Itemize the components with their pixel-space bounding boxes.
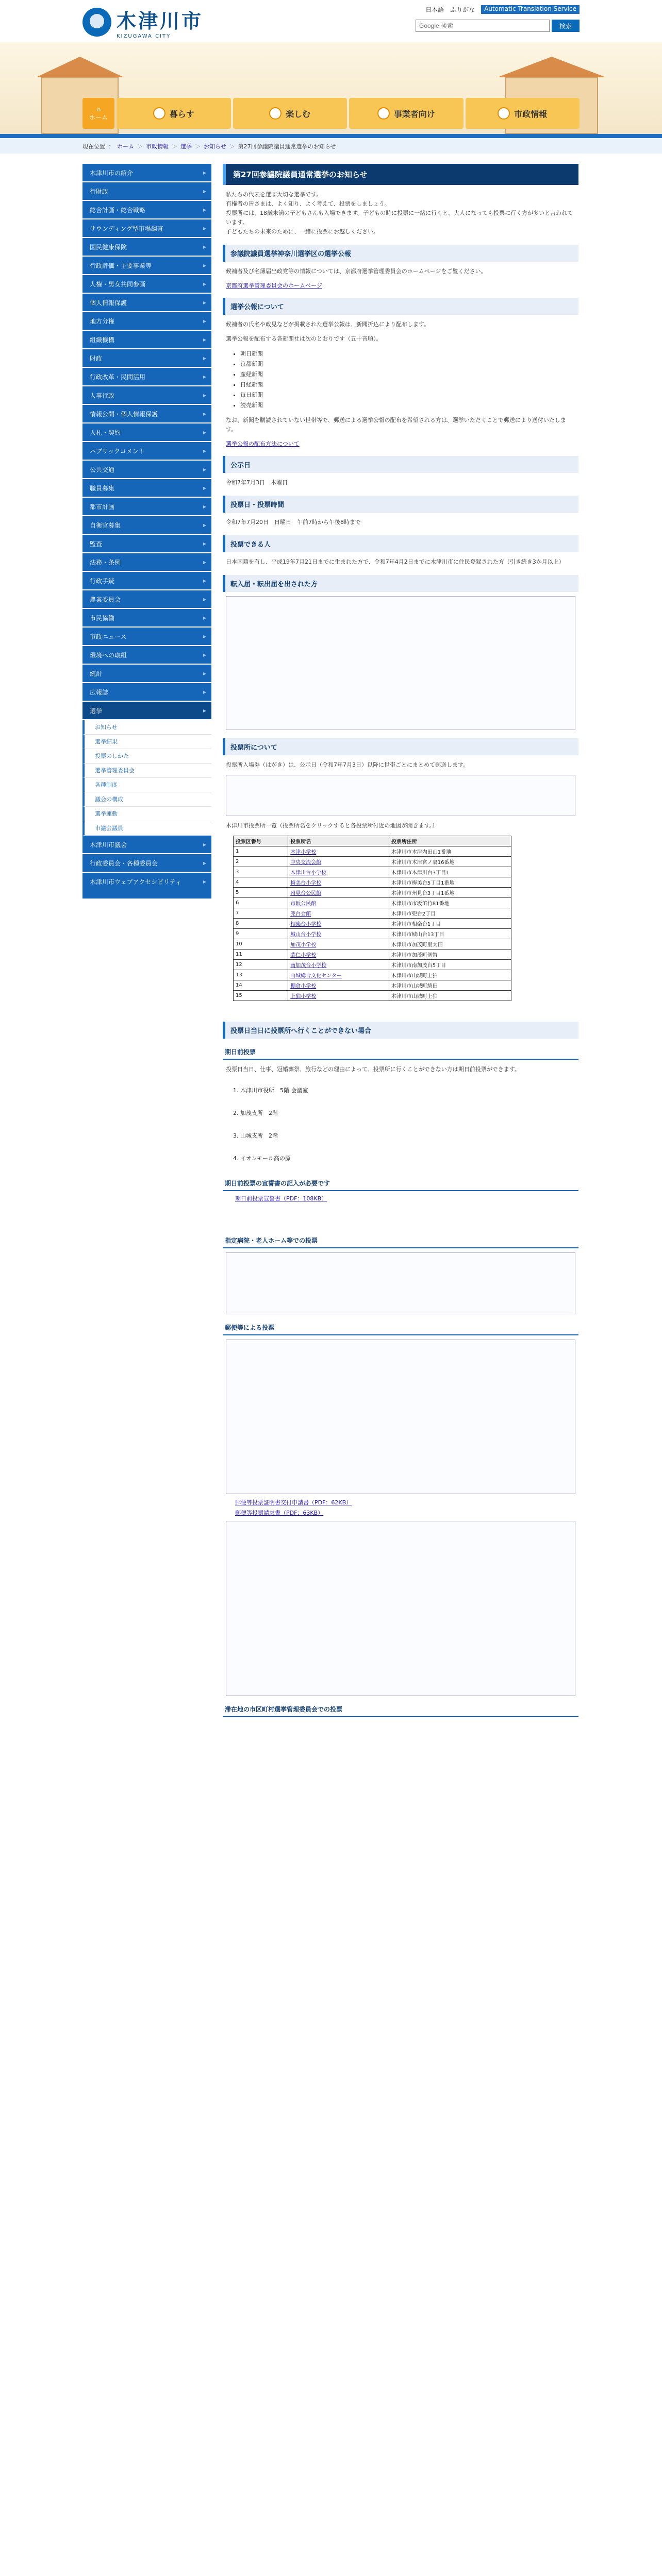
subsection-heading: 滞在地の市区町村選挙管理委員会での投票 <box>223 1702 578 1717</box>
sidebar-item[interactable]: 広報誌 ▶ <box>82 683 211 702</box>
page-title: 第27回参議院議員通常選挙のお知らせ <box>223 164 578 185</box>
gnav-tab-label: 暮らす <box>169 109 194 119</box>
sidebar-item[interactable]: 行政改革・民間活用 ▶ <box>82 368 211 386</box>
sidebar-item[interactable]: 行財政 ▶ <box>82 182 211 201</box>
table-cell: 8 <box>234 919 288 929</box>
table-row <box>234 898 511 908</box>
koji-date: 令和7年7月3日 木曜日 <box>226 479 288 486</box>
polling-place-link[interactable]: 南加茂台小学校 <box>288 960 389 970</box>
sidebar-subitem[interactable]: 投票のしかた <box>82 749 211 764</box>
sidebar-item[interactable]: 人事行政 ▶ <box>82 386 211 405</box>
polling-place-link[interactable]: 山城総合文化センター <box>288 970 389 980</box>
polling-place-link[interactable]: 兜台会館 <box>288 908 389 919</box>
site-header <box>0 0 662 134</box>
table-cell: 木津川市山城町上狛 <box>389 970 511 980</box>
gnav-tab-label: 楽しむ <box>286 109 311 119</box>
global-nav <box>82 98 580 129</box>
sidebar-item[interactable]: 木津川市議会 ▶ <box>82 836 211 854</box>
table-cell: 14 <box>234 980 288 991</box>
sidebar-item[interactable]: 都市計画 ▶ <box>82 498 211 516</box>
sidebar-item[interactable]: 行政委員会・各種委員会 ▶ <box>82 854 211 873</box>
table-caption: 木津川市投票所一覧（投票所名をクリックすると各投票所付近の地図が開きます。） <box>226 822 438 829</box>
sidebar-item[interactable]: 木津川市の紹介 ▶ <box>82 164 211 182</box>
utility-links <box>425 5 580 14</box>
sidebar-item[interactable]: 財政 ▶ <box>82 349 211 368</box>
intro-line: 有権者の皆さまは、よく知り、よく考えて、投票をしましょう。 <box>226 200 390 207</box>
search-button[interactable]: 検索 <box>552 20 580 32</box>
polling-place-link[interactable]: 加茂小学校 <box>288 939 389 950</box>
table-row <box>234 991 511 1001</box>
sidebar-subitem[interactable]: 選挙管理委員会 <box>82 764 211 778</box>
sidebar <box>82 164 211 1720</box>
subsection-heading: 郵便等による投票 <box>223 1320 578 1335</box>
polling-place-link[interactable]: 上狛小学校 <box>288 991 389 1001</box>
breadcrumb-current: 第27回参議院議員通常選挙のお知らせ <box>238 143 336 150</box>
table-row <box>234 846 511 857</box>
intro-text <box>226 190 575 236</box>
intro-line: 投票所には、18歳未満の子どもさんも入場できます。子どもの時に投票に一緒に行くと、大人になっても投票に行く方が多いと言われています。 <box>226 210 573 226</box>
sidebar-item[interactable]: 環境への取組 ▶ <box>82 646 211 665</box>
early-vote-places <box>233 1079 568 1170</box>
breadcrumb-cityinfo[interactable]: 市政情報 <box>146 143 169 150</box>
polling-place-link[interactable]: 恭仁小学校 <box>288 950 389 960</box>
section-text: なお、新聞を購読されていない世帯等で、郵送による選挙公報の配布を希望される方は、選挙いただくことで郵送により送付いたします。 <box>226 417 566 433</box>
table-row <box>234 939 511 950</box>
sidebar-item[interactable]: 入札・契約 ▶ <box>82 423 211 442</box>
intro-line: 子どもたちの未来のために、一緒に投票にお越しください。 <box>226 228 379 235</box>
table-cell: 木津川市山城町上狛 <box>389 991 511 1001</box>
sidebar-item[interactable]: 個人情報保護 ▶ <box>82 294 211 312</box>
polling-place-link[interactable]: 中央交流会館 <box>288 857 389 867</box>
search-input[interactable] <box>416 20 550 32</box>
main-content <box>223 164 578 1720</box>
sidebar-item[interactable]: 法務・条例 ▶ <box>82 553 211 572</box>
table-header: 投票区番号 <box>234 836 288 846</box>
gnav-tab-enjoy[interactable] <box>233 98 347 129</box>
section-heading: 投票所について <box>223 738 578 755</box>
site-logo[interactable] <box>82 5 203 39</box>
subsection-heading: 期日前投票 <box>223 1045 578 1060</box>
sidebar-item[interactable]: 行政手続 ▶ <box>82 572 211 590</box>
gnav-tab-living[interactable] <box>117 98 231 129</box>
section-text: 候補者の氏名や政見などが掲載された選挙公報は、新聞折込により配布します。 <box>226 321 430 328</box>
table-cell: 木津川市南加茂台5丁目 <box>389 960 511 970</box>
table-cell: 12 <box>234 960 288 970</box>
table-row <box>234 950 511 960</box>
table-cell: 9 <box>234 929 288 939</box>
living-icon <box>153 107 166 120</box>
table-cell: 6 <box>234 898 288 908</box>
polling-place-table <box>233 836 511 1001</box>
breadcrumb-notice[interactable]: お知らせ <box>204 143 226 150</box>
table-cell: 5 <box>234 888 288 898</box>
table-row <box>234 980 511 991</box>
info-box <box>226 775 575 816</box>
util-link-furigana[interactable]: ふりがな <box>450 6 475 13</box>
table-header: 投票所住所 <box>389 836 511 846</box>
intro-line: 私たちの代表を選ぶ大切な選挙です。 <box>226 191 322 198</box>
list-item: 1. 木津川市役所 5階 会議室 <box>240 1079 568 1102</box>
subsection-heading: 指定病院・老人ホーム等での投票 <box>223 1233 578 1248</box>
roof-illustration <box>36 57 124 77</box>
table-cell: 3 <box>234 867 288 877</box>
table-row <box>234 867 511 877</box>
table-row <box>234 919 511 929</box>
pref-election-link[interactable]: 京都府選挙管理委員会のホームページ <box>226 282 322 289</box>
polling-place-link[interactable]: 木津小学校 <box>288 846 389 857</box>
section-heading: 投票日・投票時間 <box>223 496 578 513</box>
polling-place-link[interactable]: 梅美台小学校 <box>288 877 389 888</box>
list-item: 3. 山城支所 2階 <box>240 1125 568 1147</box>
table-cell: 4 <box>234 877 288 888</box>
table-cell: 木津川市梅美台5丁目1番地 <box>389 877 511 888</box>
section-heading: 投票できる人 <box>223 535 578 552</box>
gnav-tab-business[interactable] <box>349 98 464 129</box>
sidebar-subitem[interactable]: 議会の構成 <box>82 792 211 807</box>
breadcrumb: 現在位置 ： ホーム ＞ 市政情報 ＞ 選挙 ＞ お知らせ ＞ 第27回参議院議員通常選挙のお知らせ <box>0 138 662 154</box>
list-item: • 日経新聞 <box>240 380 568 390</box>
info-box <box>226 1521 575 1696</box>
table-cell: 木津川市相楽台1丁目 <box>389 919 511 929</box>
section-text: 日本国籍を有し、平成19年7月21日までに生まれた方で、令和7年4月2日までに木津川市に住民登録された方（引き続き3か月以上） <box>226 558 565 565</box>
section-text: 候補者及び名簿届出政党等の情報については、京都府選挙管理委員会のホームページをご覧ください。 <box>226 268 487 275</box>
table-cell: 木津川市州見台3丁目1番地 <box>389 888 511 898</box>
section-text: 選挙公報を配布する各新聞社は次のとおりです（五十音順）。 <box>226 335 382 342</box>
polling-place-link[interactable]: 州見台公民館 <box>288 888 389 898</box>
polling-place-link[interactable]: 木津川台小学校 <box>288 867 389 877</box>
logo-text: 木津川市 <box>117 9 204 32</box>
table-row <box>234 877 511 888</box>
table-cell: 木津川市市坂笛竹81番地 <box>389 898 511 908</box>
table-cell: 15 <box>234 991 288 1001</box>
info-box <box>226 596 575 730</box>
sidebar-item[interactable]: 市民協働 ▶ <box>82 609 211 628</box>
table-cell: 10 <box>234 939 288 950</box>
info-box <box>226 1252 575 1314</box>
sidebar-item[interactable]: 国民健康保険 ▶ <box>82 238 211 257</box>
sidebar-item[interactable]: 組織機構 ▶ <box>82 331 211 349</box>
breadcrumb-home[interactable]: ホーム <box>117 143 134 150</box>
list-item: • 朝日新聞 <box>240 349 568 359</box>
sidebar-item[interactable]: 監査 ▶ <box>82 535 211 553</box>
util-link-translation[interactable]: Automatic Translation Service <box>481 5 580 14</box>
sidebar-item[interactable]: サウンディング型市場調査 ▶ <box>82 219 211 238</box>
breadcrumb-label: 現在位置 <box>82 143 105 150</box>
sidebar-item[interactable]: 市政ニュース ▶ <box>82 628 211 646</box>
gnav-home[interactable] <box>82 98 114 129</box>
list-item: • 読売新聞 <box>240 400 568 411</box>
polling-place-link[interactable]: 城山台小学校 <box>288 929 389 939</box>
home-icon: ⌂ <box>96 105 101 113</box>
sidebar-item[interactable]: 自衛官募集 ▶ <box>82 516 211 535</box>
polling-place-link[interactable]: 棚倉小学校 <box>288 980 389 991</box>
table-row <box>234 960 511 970</box>
table-cell: 木津川市城山台13丁目 <box>389 929 511 939</box>
business-icon <box>377 107 390 120</box>
table-cell: 11 <box>234 950 288 960</box>
sidebar-item[interactable]: 総合計画・総合戦略 ▶ <box>82 201 211 219</box>
breadcrumb-election[interactable]: 選挙 <box>180 143 192 150</box>
subsection-heading: 期日前投票の宣誓書の記入が必要です <box>223 1176 578 1191</box>
table-header: 投票所名 <box>288 836 389 846</box>
list-item: 2. 加茂支所 2階 <box>240 1102 568 1125</box>
gnav-tab-cityinfo[interactable] <box>466 98 580 129</box>
table-cell: 7 <box>234 908 288 919</box>
table-cell: 木津川市加茂町例幣 <box>389 950 511 960</box>
sidebar-subitem[interactable]: 各種制度 <box>82 778 211 792</box>
table-cell: 木津川市木津内田山1番地 <box>389 846 511 857</box>
table-cell: 木津川市木津川台3丁目1 <box>389 867 511 877</box>
table-cell: 木津川市兜台2丁目 <box>389 908 511 919</box>
section-text: 投票日当日、仕事、冠婚葬祭、旅行などの理由によって、投票所に行くことができない方は期日前投票ができます。 <box>226 1066 520 1073</box>
site-search <box>416 20 580 32</box>
sidebar-item[interactable]: 行政評価・主要事業等 ▶ <box>82 257 211 275</box>
newspaper-list <box>233 349 568 411</box>
sidebar-item[interactable]: 人権・男女共同参画 ▶ <box>82 275 211 294</box>
list-item: 4. イオンモール高の原 <box>240 1147 568 1170</box>
sidebar-item[interactable]: 地方分権 ▶ <box>82 312 211 331</box>
pdf-link[interactable]: 郵便等投票証明書交付申請書（PDF：62KB） <box>235 1499 352 1506</box>
sidebar-item[interactable]: パブリックコメント ▶ <box>82 442 211 461</box>
sidebar-item[interactable]: 選挙 ▶ <box>82 702 211 720</box>
cityinfo-icon <box>498 107 510 120</box>
sidebar-subitem[interactable]: 選挙運動 <box>82 807 211 821</box>
sidebar-item[interactable]: 公共交通 ▶ <box>82 461 211 479</box>
header-divider <box>0 134 662 138</box>
sidebar-item[interactable]: 職員募集 ▶ <box>82 479 211 498</box>
table-cell: 木津川市木津宮ノ裏16番地 <box>389 857 511 867</box>
pdf-link[interactable]: 郵便等投票請求書（PDF：63KB） <box>235 1510 324 1516</box>
section-heading: 投票日当日に投票所へ行くことができない場合 <box>223 1022 578 1039</box>
table-cell: 木津川市山城町綺田 <box>389 980 511 991</box>
list-item: • 産経新聞 <box>240 369 568 380</box>
polling-place-link[interactable]: 市坂公民館 <box>288 898 389 908</box>
vote-date: 令和7年7月20日 日曜日 午前7時から午後8時まで <box>226 519 361 526</box>
section-heading: 参議院議員選挙神奈川選挙区の選挙公報 <box>223 245 578 262</box>
info-box <box>226 1340 575 1494</box>
sidebar-item[interactable]: 統計 ▶ <box>82 665 211 683</box>
util-link-japanese[interactable]: 日本語 <box>425 6 444 13</box>
enjoy-icon <box>269 107 282 120</box>
sidebar-item[interactable]: 木津川市ウェブアクセシビリティ ▶ <box>82 873 211 900</box>
table-cell: 2 <box>234 857 288 867</box>
sidebar-item[interactable]: 情報公開・個人情報保護 ▶ <box>82 405 211 423</box>
list-item: • 京都新聞 <box>240 359 568 369</box>
section-heading: 転入届・転出届を出された方 <box>223 575 578 592</box>
table-row <box>234 929 511 939</box>
list-item: • 毎日新聞 <box>240 390 568 400</box>
sidebar-item[interactable]: 農業委員会 ▶ <box>82 590 211 609</box>
sidebar-subitem[interactable]: お知らせ <box>82 720 211 735</box>
section-heading: 公示日 <box>223 456 578 473</box>
sidebar-subitem[interactable]: 市議会議員 <box>82 821 211 836</box>
pdf-link[interactable]: 期日前投票宣誓書（PDF：108KB） <box>235 1195 327 1202</box>
table-row <box>234 857 511 867</box>
table-row <box>234 970 511 980</box>
sidebar-subitem[interactable]: 選挙結果 <box>82 735 211 749</box>
table-cell: 13 <box>234 970 288 980</box>
gnav-tab-label: 事業者向け <box>393 109 435 119</box>
bulletin-link[interactable]: 選挙公報の配布方法について <box>226 440 300 447</box>
table-cell: 1 <box>234 846 288 857</box>
gnav-tab-label: 市政情報 <box>514 109 548 119</box>
table-row <box>234 888 511 898</box>
logo-subtext: KIZUGAWA CITY <box>117 33 171 39</box>
table-row <box>234 908 511 919</box>
table-cell: 木津川市加茂町里太田 <box>389 939 511 950</box>
polling-place-link[interactable]: 相楽台小学校 <box>288 919 389 929</box>
section-text: 投票所入場券（はがき）は、公示日（令和7年7月3日）以降に世帯ごとにまとめて郵送します。 <box>226 761 469 768</box>
gnav-home-label: ホーム <box>89 113 108 121</box>
section-heading: 選挙公報について <box>223 298 578 315</box>
city-emblem-icon <box>82 8 111 37</box>
roof-illustration <box>498 57 606 77</box>
